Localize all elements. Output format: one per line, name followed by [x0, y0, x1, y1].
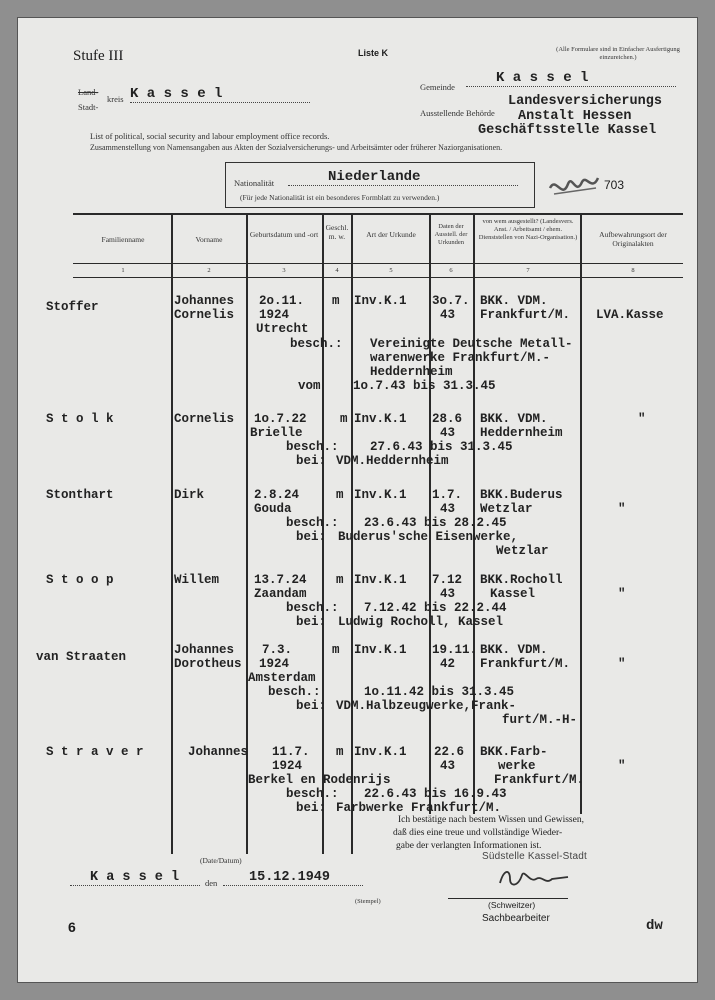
date-stonthart-1: 1.7. — [432, 488, 463, 502]
besch-label-stolk: besch.: — [286, 440, 339, 454]
birth-stoop-1: 13.7.24 — [254, 573, 307, 587]
archive-stoffer: LVA.Kasse — [596, 308, 664, 322]
surname-stoffer: Stoffer — [46, 300, 99, 314]
bei-label-straver: bei: — [296, 801, 327, 815]
by-stoffer-1: BKK. VDM. — [480, 294, 548, 308]
by-straver-3: Frankfurt/M. — [494, 773, 585, 787]
land-label: Land- — [78, 87, 99, 97]
surname-straver: S t r a v e r — [46, 745, 144, 759]
date-straaten-2: 42 — [440, 657, 456, 671]
col-num-1: 1 — [121, 267, 125, 274]
kreis-value: K a s s e l — [130, 86, 310, 103]
sex-stolk: m — [340, 412, 348, 426]
description-en: List of political, social security and labour employment office records. — [90, 131, 330, 141]
by-stoop-1: BKK.Rocholl — [480, 573, 563, 587]
table-top-rule — [73, 213, 683, 215]
birth-straaten-3: Amsterdam — [248, 671, 316, 685]
nationality-label: Nationalität — [234, 178, 275, 188]
typist-initials: dw — [646, 918, 663, 934]
archive-stolk: " — [638, 412, 646, 426]
document-sheet — [18, 18, 697, 982]
col-num-6: 6 — [449, 267, 453, 274]
given-stoffer-1: Johannes — [174, 294, 235, 308]
header-rule — [73, 263, 683, 264]
besch-label-stoop: besch.: — [286, 601, 339, 615]
bei-label-stonthart: bei: — [296, 530, 327, 544]
besch-label-stoffer: besch.: — [290, 337, 343, 351]
col-rule-5 — [429, 214, 431, 814]
archive-stonthart: " — [618, 502, 626, 516]
certification-line-2: daß dies eine treue und vollständige Wieder- — [393, 828, 563, 838]
by-straver-2: werke — [498, 759, 536, 773]
sex-straaten: m — [332, 643, 340, 657]
bei-straver: Farbwerke Frankfurt/M. — [336, 801, 502, 815]
bei-label-straaten: bei: — [296, 699, 327, 713]
bei-stonthart-1: Buderus'sche Eisenwerke, — [338, 530, 519, 544]
birth-stoop-2: Zaandam — [254, 587, 307, 601]
doc-stoop: Inv.K.1 — [354, 573, 407, 587]
gemeinde-value: K a s s e l — [466, 70, 676, 87]
col-num-8: 8 — [631, 267, 635, 274]
bei-stolk: VDM.Heddernheim — [336, 454, 449, 468]
birth-straver-2: 1924 — [272, 759, 303, 773]
date-stolk-1: 28.6 — [432, 412, 463, 426]
given-straaten-2: Dorotheus — [174, 657, 242, 671]
signature-line — [448, 898, 568, 899]
birth-stolk-2: Brielle — [250, 426, 303, 440]
given-stonthart: Dirk — [174, 488, 205, 502]
by-stolk-1: BKK. VDM. — [480, 412, 548, 426]
col-header-urkunde: Art der Urkunde — [366, 230, 416, 239]
by-stonthart-1: BKK.Buderus — [480, 488, 563, 502]
birth-straaten-2: 1924 — [259, 657, 290, 671]
col-num-4: 4 — [335, 267, 339, 274]
den-label: den — [205, 878, 218, 888]
besch-label-stonthart: besch.: — [286, 516, 339, 530]
archive-straaten: " — [618, 657, 626, 671]
birth-straver-1: 11.7. — [272, 745, 310, 759]
office-stamp: Südstelle Kassel-Stadt — [482, 851, 588, 862]
date-caption: (Date/Datum) — [200, 856, 242, 865]
col-header-geburt: Geburtsdatum und -ort — [249, 230, 319, 239]
col-rule-1 — [171, 214, 173, 854]
besch-stoffer-2: warenwerke Frankfurt/M.- — [370, 351, 551, 365]
sex-stoop: m — [336, 573, 344, 587]
besch-straver: 22.6.43 bis 16.9.43 — [364, 787, 507, 801]
doc-straver: Inv.K.1 — [354, 745, 407, 759]
doc-straaten: Inv.K.1 — [354, 643, 407, 657]
date-stoop-1: 7.12 — [432, 573, 463, 587]
besch-stoffer-1: Vereinigte Deutsche Metall- — [370, 337, 573, 351]
by-stonthart-2: Wetzlar — [480, 502, 533, 516]
by-stoop-2: Kassel — [490, 587, 536, 601]
submission-note: (Alle Formulare sind in Einfacher Ausfertigung einzureichen.) — [556, 46, 680, 61]
liste-label: Liste K — [358, 48, 389, 58]
stempel-label: (Stempel) — [355, 898, 381, 905]
surname-stoop: S t o o p — [46, 573, 114, 587]
bei-stonthart-2: Wetzlar — [496, 544, 549, 558]
by-stolk-2: Heddernheim — [480, 426, 563, 440]
date-stoffer-2: 43 — [440, 308, 456, 322]
given-straver: Johannes — [188, 745, 249, 759]
col-header-vorname: Vorname — [195, 235, 223, 244]
col-rule-7 — [580, 214, 582, 814]
sex-stonthart: m — [336, 488, 344, 502]
signature — [496, 863, 576, 895]
by-straaten-1: BKK. VDM. — [480, 643, 548, 657]
col-rule-6 — [473, 214, 475, 814]
nationality-value: Niederlande — [288, 169, 518, 186]
certification-line-3: gabe der verlangten Informationen ist. — [396, 841, 542, 851]
gemeinde-label: Gemeinde — [420, 82, 455, 92]
besch-stonthart: 23.6.43 bis 28.2.45 — [364, 516, 507, 530]
date-stoffer-1: 3o.7. — [432, 294, 470, 308]
vom-stoffer: 1o.7.43 bis 31.3.45 — [353, 379, 496, 393]
behoerde-line2: Anstalt Hessen — [518, 109, 632, 124]
col-header-aufbewahrung: Aufbewahrungsort der Originalakten — [599, 230, 667, 249]
surname-straaten: van Straaten — [36, 650, 127, 664]
stufe-label: Stufe III — [73, 48, 124, 64]
date-straaten-1: 19.11. — [432, 643, 478, 657]
col-num-3: 3 — [282, 267, 286, 274]
behoerde-line1: Landesversicherungs — [508, 94, 662, 109]
besch-label-straver: besch.: — [286, 787, 339, 801]
signer-name: (Schweitzer) — [488, 900, 536, 910]
besch-stoffer-3: Heddernheim — [370, 365, 453, 379]
birth-stonthart-1: 2.8.24 — [254, 488, 300, 502]
kreis-label: kreis — [107, 94, 124, 104]
col-header-geschlecht: Geschl. m. w. — [325, 223, 349, 242]
certification-line-1: Ich bestätige nach bestem Wissen und Gewissen, — [398, 815, 584, 825]
nationality-box — [225, 162, 535, 208]
sex-stoffer: m — [332, 294, 340, 308]
col-num-7: 7 — [526, 267, 530, 274]
by-straaten-2: Frankfurt/M. — [480, 657, 571, 671]
date-stoop-2: 43 — [440, 587, 456, 601]
signer-role: Sachbearbeiter — [482, 913, 550, 924]
surname-stolk: S t o l k — [46, 412, 114, 426]
doc-stoffer: Inv.K.1 — [354, 294, 407, 308]
bei-straaten-1: VDM.Halbzeugwerke,Frank- — [336, 699, 517, 713]
behoerde-line3: Geschäftsstelle Kassel — [478, 123, 657, 138]
col-header-familienname: Familienname — [101, 235, 145, 244]
birth-straaten-1: 7.3. — [262, 643, 293, 657]
birth-straver-3: Berkel en Rodenrijs — [248, 773, 391, 787]
description-de: Zusammenstellung von Namensangaben aus Akten der Sozialversicherungs- und Arbeitsämter oder früherer Naziorganisationen. — [90, 143, 503, 152]
birth-stoffer-1: 2o.11. — [259, 294, 305, 308]
date-stolk-2: 43 — [440, 426, 456, 440]
besch-stoop: 7.12.42 bis 22.2.44 — [364, 601, 507, 615]
birth-stolk-1: 1o.7.22 — [254, 412, 307, 426]
given-straaten-1: Johannes — [174, 643, 235, 657]
bei-straaten-2: furt/M.-H- — [502, 713, 578, 727]
doc-stolk: Inv.K.1 — [354, 412, 407, 426]
doc-stonthart: Inv.K.1 — [354, 488, 407, 502]
besch-straaten: 1o.11.42 bis 31.3.45 — [364, 685, 515, 699]
bei-label-stoop: bei: — [296, 615, 327, 629]
footer-date: 15.12.1949 — [223, 870, 363, 886]
besch-label-straaten: besch.: — [268, 685, 321, 699]
besch-stolk: 27.6.43 bis 31.3.45 — [370, 440, 513, 454]
birth-stoffer-3: Utrecht — [256, 322, 309, 336]
stadt-label: Stadt- — [78, 102, 99, 112]
date-stonthart-2: 43 — [440, 502, 456, 516]
date-straver-1: 22.6 — [434, 745, 465, 759]
col-num-5: 5 — [389, 267, 393, 274]
birth-stonthart-2: Gouda — [254, 502, 292, 516]
numbers-rule — [73, 277, 683, 278]
col-header-daten: Daten der Ausstell. der Urkunden — [434, 223, 468, 247]
date-straver-2: 43 — [440, 759, 456, 773]
vom-label-stoffer: vom — [298, 379, 321, 393]
behoerde-label: Ausstellende Behörde — [420, 108, 495, 118]
col-header-ausgestellt: von wem ausgestellt? (Landesvers. Anst. / Arbeitsamt / ehem. Dienststellen von Nazi-Organisation.) — [478, 218, 578, 242]
birth-stoffer-2: 1924 — [259, 308, 290, 322]
archive-straver: " — [618, 759, 626, 773]
bei-stoop: Ludwig Rocholl, Kassel — [338, 615, 504, 629]
bei-label-stolk: bei: — [296, 454, 327, 468]
nationality-note: (Für jede Nationalität ist ein besonderes Formblatt zu verwenden.) — [240, 193, 440, 202]
by-stoffer-2: Frankfurt/M. — [480, 308, 571, 322]
archive-stoop: " — [618, 587, 626, 601]
given-stoop: Willem — [174, 573, 220, 587]
sex-straver: m — [336, 745, 344, 759]
surname-stonthart: Stonthart — [46, 488, 114, 502]
handwritten-mark — [546, 170, 606, 206]
col-num-2: 2 — [207, 267, 211, 274]
given-stoffer-2: Cornelis — [174, 308, 235, 322]
by-straver-1: BKK.Farb- — [480, 745, 548, 759]
footer-place: K a s s e l — [70, 870, 200, 886]
form-number: 703 — [604, 178, 625, 192]
given-stolk: Cornelis — [174, 412, 235, 426]
page-number: 6 — [68, 919, 76, 935]
